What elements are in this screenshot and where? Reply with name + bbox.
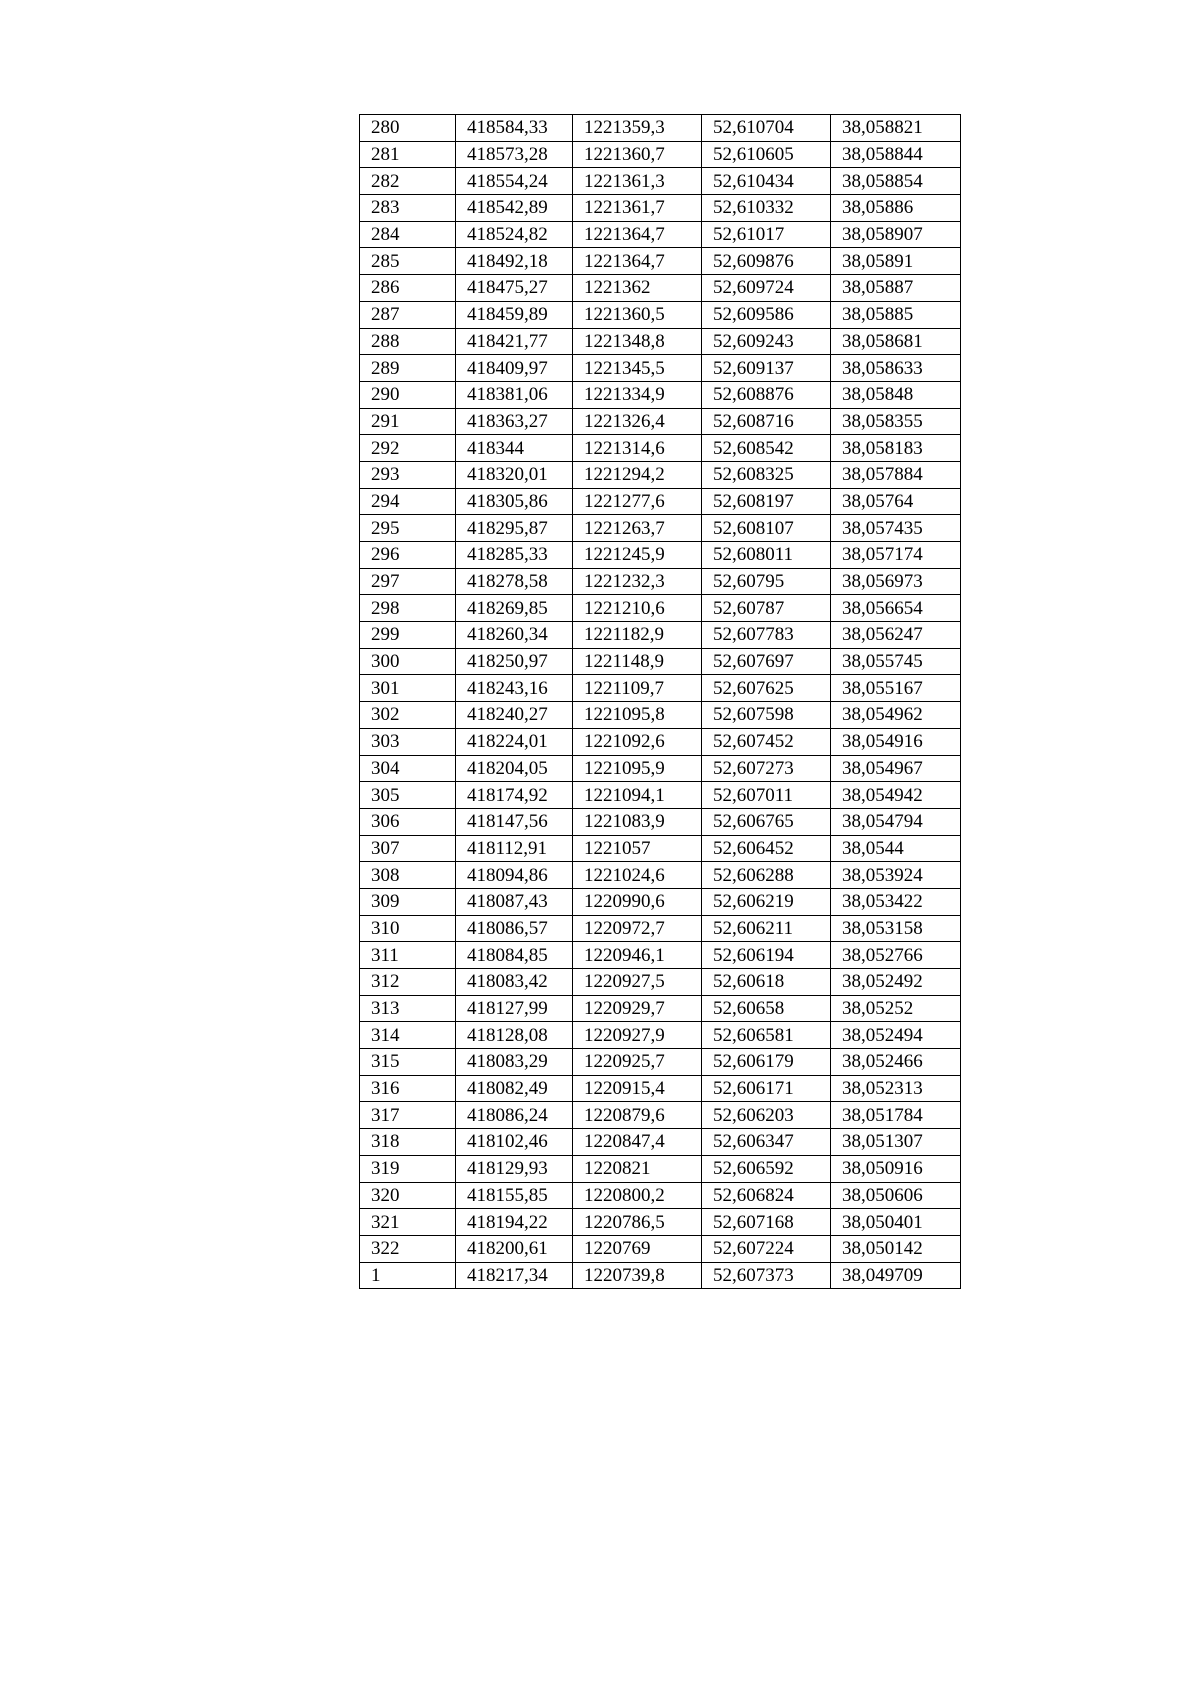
cell-latitude: 52,607373 bbox=[702, 1262, 831, 1289]
cell-longitude: 38,053158 bbox=[831, 915, 961, 942]
cell-longitude: 38,057174 bbox=[831, 542, 961, 569]
cell-longitude: 38,054962 bbox=[831, 702, 961, 729]
cell-latitude: 52,606171 bbox=[702, 1075, 831, 1102]
cell-point-number: 289 bbox=[360, 355, 456, 382]
cell-coord-y: 1220929,7 bbox=[573, 995, 702, 1022]
cell-point-number: 314 bbox=[360, 1022, 456, 1049]
cell-longitude: 38,058183 bbox=[831, 435, 961, 462]
table-row bbox=[360, 568, 961, 595]
cell-coord-x: 418082,49 bbox=[456, 1075, 573, 1102]
table-row bbox=[360, 141, 961, 168]
table-row bbox=[360, 275, 961, 302]
table-row bbox=[360, 488, 961, 515]
cell-latitude: 52,606452 bbox=[702, 835, 831, 862]
cell-latitude: 52,606288 bbox=[702, 862, 831, 889]
cell-point-number: 305 bbox=[360, 782, 456, 809]
cell-longitude: 38,051784 bbox=[831, 1102, 961, 1129]
cell-point-number: 321 bbox=[360, 1209, 456, 1236]
cell-point-number: 313 bbox=[360, 995, 456, 1022]
table-row bbox=[360, 1182, 961, 1209]
cell-longitude: 38,052313 bbox=[831, 1075, 961, 1102]
cell-longitude: 38,050916 bbox=[831, 1155, 961, 1182]
cell-coord-x: 418381,06 bbox=[456, 381, 573, 408]
cell-latitude: 52,608716 bbox=[702, 408, 831, 435]
cell-coord-y: 1221245,9 bbox=[573, 542, 702, 569]
cell-coord-y: 1220915,4 bbox=[573, 1075, 702, 1102]
table-row bbox=[360, 355, 961, 382]
table-row bbox=[360, 862, 961, 889]
cell-coord-y: 1221210,6 bbox=[573, 595, 702, 622]
cell-latitude: 52,606347 bbox=[702, 1129, 831, 1156]
cell-coord-y: 1220972,7 bbox=[573, 915, 702, 942]
cell-longitude: 38,050401 bbox=[831, 1209, 961, 1236]
cell-point-number: 317 bbox=[360, 1102, 456, 1129]
table-row bbox=[360, 995, 961, 1022]
cell-coord-y: 1220990,6 bbox=[573, 888, 702, 915]
cell-point-number: 304 bbox=[360, 755, 456, 782]
cell-longitude: 38,058355 bbox=[831, 408, 961, 435]
cell-point-number: 301 bbox=[360, 675, 456, 702]
cell-point-number: 296 bbox=[360, 542, 456, 569]
cell-longitude: 38,05764 bbox=[831, 488, 961, 515]
cell-coord-y: 1220879,6 bbox=[573, 1102, 702, 1129]
cell-latitude: 52,606765 bbox=[702, 808, 831, 835]
cell-coord-y: 1220769 bbox=[573, 1235, 702, 1262]
table-row bbox=[360, 1075, 961, 1102]
cell-latitude: 52,60658 bbox=[702, 995, 831, 1022]
cell-coord-x: 418524,82 bbox=[456, 221, 573, 248]
cell-coord-x: 418295,87 bbox=[456, 515, 573, 542]
table-row bbox=[360, 648, 961, 675]
cell-latitude: 52,607224 bbox=[702, 1235, 831, 1262]
cell-latitude: 52,609137 bbox=[702, 355, 831, 382]
cell-longitude: 38,052492 bbox=[831, 969, 961, 996]
cell-longitude: 38,056247 bbox=[831, 622, 961, 649]
cell-coord-y: 1221314,6 bbox=[573, 435, 702, 462]
cell-latitude: 52,609724 bbox=[702, 275, 831, 302]
cell-coord-x: 418128,08 bbox=[456, 1022, 573, 1049]
cell-latitude: 52,61017 bbox=[702, 221, 831, 248]
table-row bbox=[360, 461, 961, 488]
cell-point-number: 307 bbox=[360, 835, 456, 862]
cell-coord-x: 418204,05 bbox=[456, 755, 573, 782]
cell-point-number: 303 bbox=[360, 728, 456, 755]
cell-longitude: 38,051307 bbox=[831, 1129, 961, 1156]
cell-coord-x: 418475,27 bbox=[456, 275, 573, 302]
cell-latitude: 52,607625 bbox=[702, 675, 831, 702]
cell-coord-y: 1221359,3 bbox=[573, 115, 702, 142]
table-row bbox=[360, 782, 961, 809]
cell-coord-y: 1221092,6 bbox=[573, 728, 702, 755]
table-row bbox=[360, 595, 961, 622]
cell-longitude: 38,055745 bbox=[831, 648, 961, 675]
cell-longitude: 38,057884 bbox=[831, 461, 961, 488]
cell-point-number: 1 bbox=[360, 1262, 456, 1289]
table-row bbox=[360, 969, 961, 996]
cell-coord-y: 1221083,9 bbox=[573, 808, 702, 835]
table-row bbox=[360, 408, 961, 435]
cell-coord-y: 1220739,8 bbox=[573, 1262, 702, 1289]
cell-coord-y: 1221362 bbox=[573, 275, 702, 302]
cell-longitude: 38,058681 bbox=[831, 328, 961, 355]
cell-coord-x: 418459,89 bbox=[456, 301, 573, 328]
cell-latitude: 52,607273 bbox=[702, 755, 831, 782]
cell-point-number: 282 bbox=[360, 168, 456, 195]
cell-latitude: 52,606581 bbox=[702, 1022, 831, 1049]
cell-coord-y: 1221277,6 bbox=[573, 488, 702, 515]
cell-coord-x: 418112,91 bbox=[456, 835, 573, 862]
table-row bbox=[360, 221, 961, 248]
cell-point-number: 292 bbox=[360, 435, 456, 462]
cell-latitude: 52,610605 bbox=[702, 141, 831, 168]
table-row bbox=[360, 835, 961, 862]
cell-point-number: 299 bbox=[360, 622, 456, 649]
cell-longitude: 38,053422 bbox=[831, 888, 961, 915]
cell-coord-x: 418155,85 bbox=[456, 1182, 573, 1209]
cell-longitude: 38,05887 bbox=[831, 275, 961, 302]
cell-coord-y: 1221361,3 bbox=[573, 168, 702, 195]
cell-coord-y: 1221348,8 bbox=[573, 328, 702, 355]
cell-coord-y: 1220925,7 bbox=[573, 1049, 702, 1076]
cell-latitude: 52,606824 bbox=[702, 1182, 831, 1209]
cell-coord-x: 418285,33 bbox=[456, 542, 573, 569]
cell-longitude: 38,05891 bbox=[831, 248, 961, 275]
table-row bbox=[360, 328, 961, 355]
cell-coord-x: 418554,24 bbox=[456, 168, 573, 195]
cell-coord-x: 418260,34 bbox=[456, 622, 573, 649]
cell-latitude: 52,606592 bbox=[702, 1155, 831, 1182]
cell-coord-y: 1221326,4 bbox=[573, 408, 702, 435]
cell-latitude: 52,607598 bbox=[702, 702, 831, 729]
cell-coord-x: 418083,42 bbox=[456, 969, 573, 996]
cell-coord-y: 1220800,2 bbox=[573, 1182, 702, 1209]
table-row bbox=[360, 1102, 961, 1129]
cell-latitude: 52,607783 bbox=[702, 622, 831, 649]
table-row bbox=[360, 1049, 961, 1076]
cell-point-number: 293 bbox=[360, 461, 456, 488]
table-row bbox=[360, 728, 961, 755]
cell-point-number: 316 bbox=[360, 1075, 456, 1102]
table-row bbox=[360, 1129, 961, 1156]
cell-point-number: 318 bbox=[360, 1129, 456, 1156]
cell-latitude: 52,606179 bbox=[702, 1049, 831, 1076]
cell-latitude: 52,607011 bbox=[702, 782, 831, 809]
cell-longitude: 38,056973 bbox=[831, 568, 961, 595]
cell-coord-x: 418083,29 bbox=[456, 1049, 573, 1076]
cell-point-number: 320 bbox=[360, 1182, 456, 1209]
cell-longitude: 38,054967 bbox=[831, 755, 961, 782]
cell-longitude: 38,054794 bbox=[831, 808, 961, 835]
cell-point-number: 322 bbox=[360, 1235, 456, 1262]
cell-point-number: 308 bbox=[360, 862, 456, 889]
cell-longitude: 38,052494 bbox=[831, 1022, 961, 1049]
cell-point-number: 283 bbox=[360, 195, 456, 222]
cell-coord-y: 1221057 bbox=[573, 835, 702, 862]
cell-point-number: 311 bbox=[360, 942, 456, 969]
cell-coord-x: 418084,85 bbox=[456, 942, 573, 969]
cell-coord-y: 1220946,1 bbox=[573, 942, 702, 969]
cell-point-number: 281 bbox=[360, 141, 456, 168]
cell-coord-y: 1221094,1 bbox=[573, 782, 702, 809]
cell-longitude: 38,058633 bbox=[831, 355, 961, 382]
cell-coord-x: 418086,57 bbox=[456, 915, 573, 942]
table-row bbox=[360, 195, 961, 222]
cell-point-number: 291 bbox=[360, 408, 456, 435]
table-row bbox=[360, 675, 961, 702]
table-row bbox=[360, 1022, 961, 1049]
cell-coord-y: 1220927,9 bbox=[573, 1022, 702, 1049]
cell-coord-x: 418086,24 bbox=[456, 1102, 573, 1129]
cell-point-number: 297 bbox=[360, 568, 456, 595]
table-row bbox=[360, 915, 961, 942]
cell-point-number: 287 bbox=[360, 301, 456, 328]
cell-coord-y: 1221024,6 bbox=[573, 862, 702, 889]
cell-coord-x: 418409,97 bbox=[456, 355, 573, 382]
coordinates-table bbox=[359, 114, 961, 1289]
cell-coord-x: 418344 bbox=[456, 435, 573, 462]
cell-longitude: 38,058907 bbox=[831, 221, 961, 248]
cell-coord-x: 418200,61 bbox=[456, 1235, 573, 1262]
table-row bbox=[360, 1262, 961, 1289]
cell-coord-x: 418320,01 bbox=[456, 461, 573, 488]
cell-coord-y: 1220786,5 bbox=[573, 1209, 702, 1236]
cell-coord-y: 1221109,7 bbox=[573, 675, 702, 702]
cell-coord-x: 418542,89 bbox=[456, 195, 573, 222]
cell-coord-x: 418573,28 bbox=[456, 141, 573, 168]
cell-latitude: 52,609243 bbox=[702, 328, 831, 355]
table-row bbox=[360, 515, 961, 542]
table-row bbox=[360, 1155, 961, 1182]
cell-latitude: 52,609876 bbox=[702, 248, 831, 275]
table-row bbox=[360, 115, 961, 142]
cell-latitude: 52,609586 bbox=[702, 301, 831, 328]
cell-coord-x: 418174,92 bbox=[456, 782, 573, 809]
cell-longitude: 38,056654 bbox=[831, 595, 961, 622]
cell-coord-y: 1221263,7 bbox=[573, 515, 702, 542]
cell-coord-x: 418584,33 bbox=[456, 115, 573, 142]
cell-latitude: 52,610434 bbox=[702, 168, 831, 195]
cell-coord-y: 1221095,8 bbox=[573, 702, 702, 729]
cell-coord-y: 1221182,9 bbox=[573, 622, 702, 649]
cell-coord-y: 1221334,9 bbox=[573, 381, 702, 408]
cell-coord-y: 1220847,4 bbox=[573, 1129, 702, 1156]
cell-coord-y: 1221232,3 bbox=[573, 568, 702, 595]
table-row bbox=[360, 301, 961, 328]
coordinates-table-body bbox=[360, 115, 961, 1289]
cell-point-number: 294 bbox=[360, 488, 456, 515]
cell-latitude: 52,608876 bbox=[702, 381, 831, 408]
cell-coord-y: 1221361,7 bbox=[573, 195, 702, 222]
cell-coord-x: 418269,85 bbox=[456, 595, 573, 622]
cell-longitude: 38,049709 bbox=[831, 1262, 961, 1289]
cell-latitude: 52,610332 bbox=[702, 195, 831, 222]
cell-latitude: 52,60618 bbox=[702, 969, 831, 996]
table-row bbox=[360, 542, 961, 569]
cell-latitude: 52,608107 bbox=[702, 515, 831, 542]
cell-longitude: 38,054916 bbox=[831, 728, 961, 755]
cell-longitude: 38,058821 bbox=[831, 115, 961, 142]
cell-point-number: 288 bbox=[360, 328, 456, 355]
cell-point-number: 300 bbox=[360, 648, 456, 675]
cell-point-number: 285 bbox=[360, 248, 456, 275]
cell-coord-x: 418217,34 bbox=[456, 1262, 573, 1289]
cell-coord-x: 418127,99 bbox=[456, 995, 573, 1022]
cell-longitude: 38,055167 bbox=[831, 675, 961, 702]
cell-coord-x: 418492,18 bbox=[456, 248, 573, 275]
cell-coord-y: 1221345,5 bbox=[573, 355, 702, 382]
table-row bbox=[360, 888, 961, 915]
cell-latitude: 52,607168 bbox=[702, 1209, 831, 1236]
cell-coord-x: 418094,86 bbox=[456, 862, 573, 889]
cell-latitude: 52,610704 bbox=[702, 115, 831, 142]
cell-coord-x: 418194,22 bbox=[456, 1209, 573, 1236]
cell-coord-x: 418240,27 bbox=[456, 702, 573, 729]
cell-longitude: 38,0544 bbox=[831, 835, 961, 862]
cell-coord-x: 418243,16 bbox=[456, 675, 573, 702]
cell-latitude: 52,608197 bbox=[702, 488, 831, 515]
cell-longitude: 38,053924 bbox=[831, 862, 961, 889]
table-row bbox=[360, 1235, 961, 1262]
cell-coord-x: 418129,93 bbox=[456, 1155, 573, 1182]
cell-coord-y: 1220927,5 bbox=[573, 969, 702, 996]
cell-longitude: 38,052466 bbox=[831, 1049, 961, 1076]
cell-coord-y: 1220821 bbox=[573, 1155, 702, 1182]
cell-latitude: 52,608542 bbox=[702, 435, 831, 462]
table-row bbox=[360, 168, 961, 195]
cell-point-number: 286 bbox=[360, 275, 456, 302]
cell-latitude: 52,60787 bbox=[702, 595, 831, 622]
cell-longitude: 38,05886 bbox=[831, 195, 961, 222]
cell-longitude: 38,050142 bbox=[831, 1235, 961, 1262]
cell-point-number: 290 bbox=[360, 381, 456, 408]
cell-coord-x: 418421,77 bbox=[456, 328, 573, 355]
cell-coord-x: 418250,97 bbox=[456, 648, 573, 675]
cell-longitude: 38,057435 bbox=[831, 515, 961, 542]
cell-coord-y: 1221360,7 bbox=[573, 141, 702, 168]
cell-coord-x: 418147,56 bbox=[456, 808, 573, 835]
cell-latitude: 52,606194 bbox=[702, 942, 831, 969]
cell-coord-x: 418305,86 bbox=[456, 488, 573, 515]
table-row bbox=[360, 248, 961, 275]
cell-coord-x: 418278,58 bbox=[456, 568, 573, 595]
cell-coord-x: 418102,46 bbox=[456, 1129, 573, 1156]
cell-coord-y: 1221364,7 bbox=[573, 248, 702, 275]
cell-latitude: 52,607452 bbox=[702, 728, 831, 755]
cell-coord-y: 1221148,9 bbox=[573, 648, 702, 675]
cell-latitude: 52,606203 bbox=[702, 1102, 831, 1129]
table-row bbox=[360, 808, 961, 835]
cell-latitude: 52,606211 bbox=[702, 915, 831, 942]
table-row bbox=[360, 755, 961, 782]
cell-longitude: 38,058844 bbox=[831, 141, 961, 168]
table-row bbox=[360, 381, 961, 408]
cell-latitude: 52,607697 bbox=[702, 648, 831, 675]
cell-point-number: 309 bbox=[360, 888, 456, 915]
cell-point-number: 315 bbox=[360, 1049, 456, 1076]
table-row bbox=[360, 435, 961, 462]
cell-latitude: 52,60795 bbox=[702, 568, 831, 595]
cell-point-number: 298 bbox=[360, 595, 456, 622]
cell-longitude: 38,05848 bbox=[831, 381, 961, 408]
cell-latitude: 52,608325 bbox=[702, 461, 831, 488]
table-row bbox=[360, 702, 961, 729]
cell-latitude: 52,606219 bbox=[702, 888, 831, 915]
cell-coord-y: 1221364,7 bbox=[573, 221, 702, 248]
cell-point-number: 284 bbox=[360, 221, 456, 248]
cell-coord-x: 418087,43 bbox=[456, 888, 573, 915]
cell-longitude: 38,05252 bbox=[831, 995, 961, 1022]
cell-point-number: 280 bbox=[360, 115, 456, 142]
cell-coord-y: 1221294,2 bbox=[573, 461, 702, 488]
cell-coord-y: 1221095,9 bbox=[573, 755, 702, 782]
table-row bbox=[360, 942, 961, 969]
cell-coord-x: 418363,27 bbox=[456, 408, 573, 435]
cell-point-number: 295 bbox=[360, 515, 456, 542]
cell-point-number: 319 bbox=[360, 1155, 456, 1182]
table-row bbox=[360, 622, 961, 649]
cell-coord-x: 418224,01 bbox=[456, 728, 573, 755]
cell-latitude: 52,608011 bbox=[702, 542, 831, 569]
cell-coord-y: 1221360,5 bbox=[573, 301, 702, 328]
table-row bbox=[360, 1209, 961, 1236]
cell-longitude: 38,058854 bbox=[831, 168, 961, 195]
cell-point-number: 306 bbox=[360, 808, 456, 835]
cell-longitude: 38,054942 bbox=[831, 782, 961, 809]
cell-point-number: 310 bbox=[360, 915, 456, 942]
cell-point-number: 302 bbox=[360, 702, 456, 729]
cell-point-number: 312 bbox=[360, 969, 456, 996]
cell-longitude: 38,05885 bbox=[831, 301, 961, 328]
cell-longitude: 38,050606 bbox=[831, 1182, 961, 1209]
cell-longitude: 38,052766 bbox=[831, 942, 961, 969]
